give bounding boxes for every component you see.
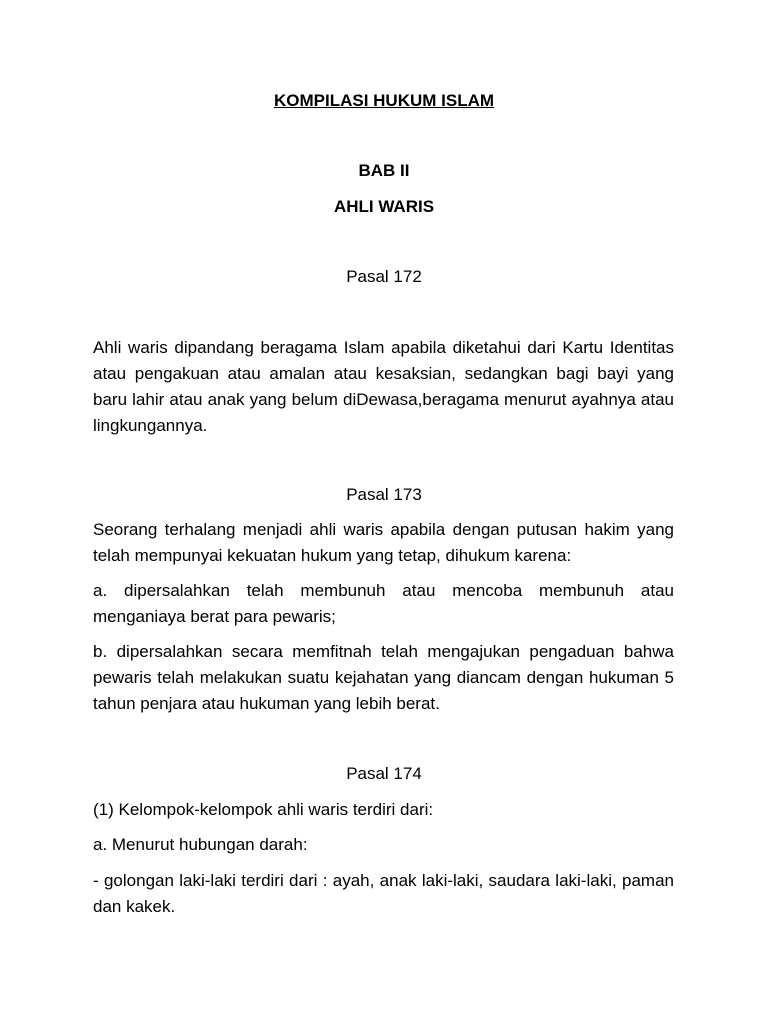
section-heading-pasal-173: Pasal 173 [346,485,422,504]
paragraph: Seorang terhalang menjadi ahli waris apabila dengan putusan hakim yang telah mempunyai kekuatan hukum yang tetap, dihukum karena: [93,520,674,565]
list-item: - golongan laki-laki terdiri dari : ayah, anak laki-laki, saudara laki-laki, paman dan kakek. [93,871,674,916]
section-heading-pasal-172: Pasal 172 [346,267,422,286]
chapter-title: AHLI WARIS [333,197,435,216]
list-item: a. Menurut hubungan darah: [93,835,308,854]
list-item: b. dipersalahkan secara memfitnah telah mengajukan pengaduan bahwa pewaris telah melakukan suatu kejahatan yang diancam dengan hukuman 5 tahun penjara atau hukuman yang lebih berat. [93,642,674,713]
document-title: KOMPILASI HUKUM ISLAM [273,91,495,110]
paragraph: (1) Kelompok-kelompok ahli waris terdiri dari: [93,800,434,819]
section-heading-pasal-174: Pasal 174 [346,764,422,783]
paragraph: Ahli waris dipandang beragama Islam apabila diketahui dari Kartu Identitas atau pengakuan atau amalan atau kesaksian, sedangkan bagi bayi yang baru lahir atau anak yang belum diDewasa,beragama menurut ayahnya atau lingkungannya. [93,338,674,435]
chapter-number: BAB II [358,161,410,180]
list-item: a. dipersalahkan telah membunuh atau mencoba membunuh atau menganiaya berat para pewaris; [93,581,674,626]
